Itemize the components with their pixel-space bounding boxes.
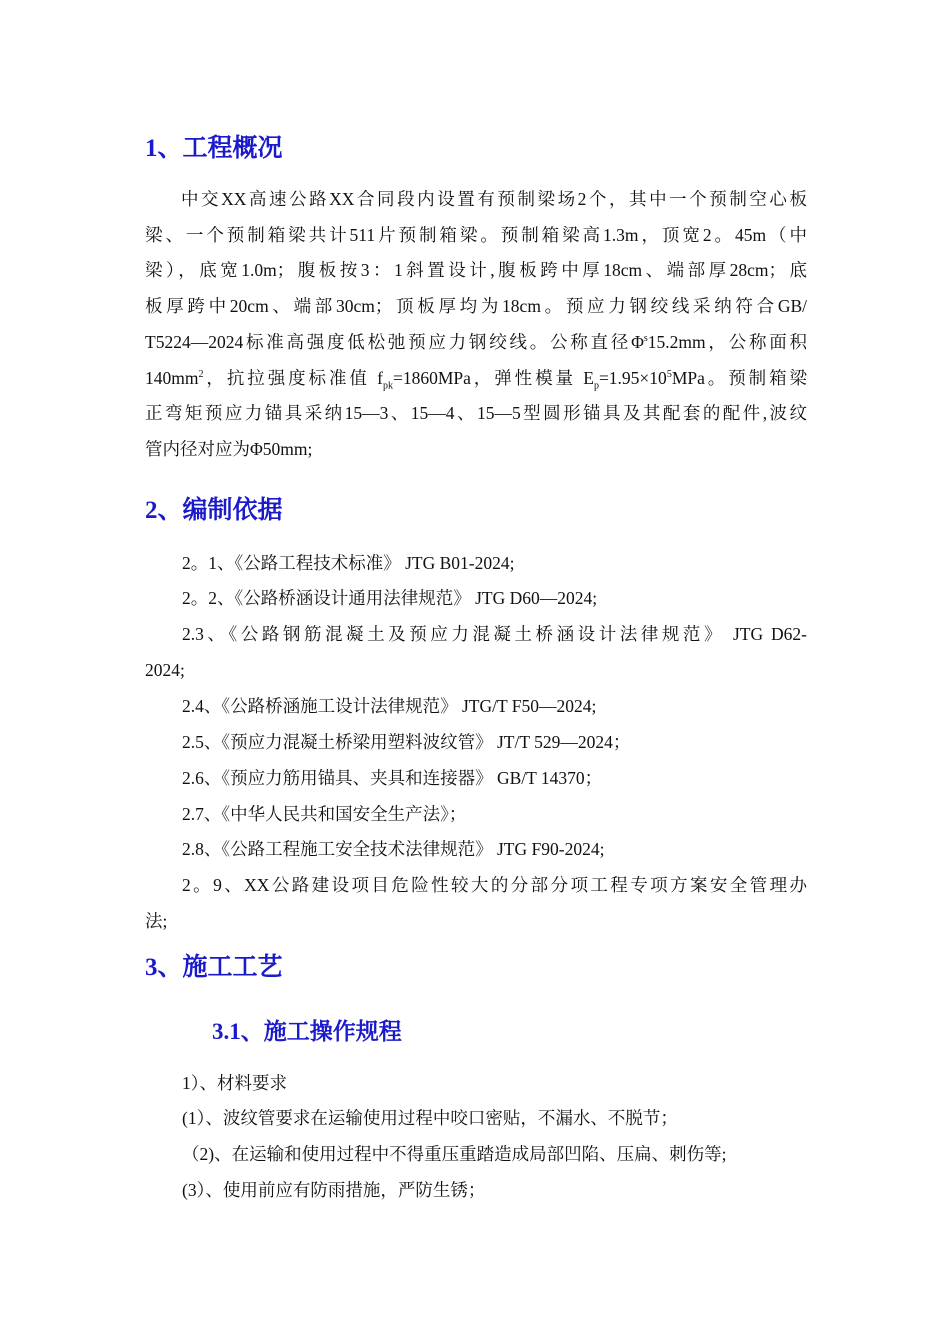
section-heading-basis: 2、编制依据: [145, 497, 283, 524]
requirement-item: (1）、波纹管要求在运输使用过程中咬口密贴，不漏水、不脱节；: [182, 1108, 678, 1128]
superscript: s: [643, 332, 648, 344]
basis-item: 2.8、《公路工程施工安全技术法律规范》 JTG F90-2024;: [182, 839, 605, 859]
basis-item: 2.4、《公路桥涵施工设计法律规范》 JTG/T F50—2024;: [182, 696, 597, 716]
requirement-item: 1）、材料要求: [182, 1073, 287, 1093]
paragraph-line: 中交XX高速公路XX合同段内设置有预制梁场2个，其中一个预制空心板: [181, 189, 807, 209]
line-text: ，抗拉强度标准值 f: [203, 367, 383, 388]
section-heading-overview: 1、工程概况: [145, 135, 283, 162]
subscript: p: [593, 380, 599, 392]
basis-item-continued: 2024;: [145, 660, 185, 680]
paragraph-line: 梁），底宽1.0m；腹板按3：1斜置设计,腹板跨中厚18cm、端部厚28cm；底: [145, 260, 807, 281]
paragraph-line: 管内径对应为Φ50mm;: [145, 438, 313, 459]
basis-item: 2。1、《公路工程技术标准》 JTG B01-2024;: [182, 553, 515, 573]
line-text: 15.2mm，公称面积: [647, 331, 807, 352]
line-text: 140mm: [145, 367, 199, 388]
basis-item: 2.5、《预应力混凝土桥梁用塑料波纹管》 JT/T 529—2024；: [182, 732, 631, 752]
superscript: 5: [666, 368, 672, 380]
paragraph-line: 梁、一个预制箱梁共计511片预制箱梁。预制箱梁高1.3m，顶宽2。45m（中: [145, 224, 807, 245]
line-text: T5224—2024标准高强度低松弛预应力钢绞线。公称直径Φ: [145, 331, 644, 352]
superscript: 2: [198, 368, 204, 380]
line-text: MPa。预制箱梁: [671, 367, 808, 388]
paragraph-line: 正弯矩预应力锚具采纳15—3、15—4、15—5型圆形锚具及其配套的配件,波纹: [145, 403, 807, 424]
basis-item: 2.3、《公路钢筋混凝土及预应力混凝土桥涵设计法律规范》 JTG D62-: [182, 624, 807, 644]
section-heading-process: 3、施工工艺: [145, 954, 283, 981]
line-text: =1860MPa，弹性模量 E: [392, 367, 594, 388]
line-text: =1.95×10: [598, 367, 667, 388]
basis-item: 2。9、XX公路建设项目危险性较大的分部分项工程专项方案安全管理办: [182, 875, 807, 895]
paragraph-line: [145, 325, 807, 361]
requirement-item: (3）、使用前应有防雨措施，严防生锈；: [182, 1180, 486, 1200]
basis-item-continued: 法;: [145, 911, 168, 931]
paragraph-line: [145, 361, 807, 397]
overview-paragraph: [145, 182, 807, 468]
subscript: pk: [382, 380, 393, 392]
basis-item: 2.7、《中华人民共和国安全生产法》；: [182, 804, 467, 824]
basis-item: 2。2、《公路桥涵设计通用法律规范》 JTG D60—2024;: [182, 588, 598, 608]
requirement-item: （2)、在运输和使用过程中不得重压重踏造成局部凹陷、压扁、刺伤等;: [182, 1144, 727, 1164]
sub-heading-operating-rules: 3.1、施工操作规程: [212, 1019, 402, 1044]
basis-item: 2.6、《预应力筋用锚具、夹具和连接器》 GB/T 14370；: [182, 768, 603, 788]
paragraph-line: 板厚跨中20cm、端部30cm；顶板厚均为18cm。预应力钢绞线采纳符合GB/: [145, 296, 807, 317]
